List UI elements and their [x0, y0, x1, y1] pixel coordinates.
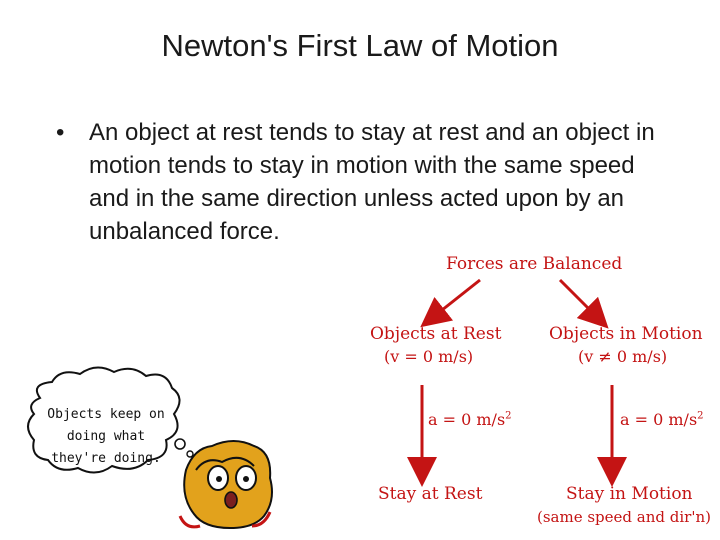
bubble-line-2: doing what: [66, 429, 146, 444]
left-result: Stay at Rest: [378, 484, 483, 504]
bullet-text: An object at rest tends to stay at rest and an object in motion tends to stay in motion with the same speed and in the same direction unless acted upon by an unbalanced force.: [89, 119, 655, 245]
left-title: Objects at Rest: [370, 324, 502, 344]
slide-title: Newton's First Law of Motion: [161, 28, 559, 63]
bullet-symbol: •: [56, 119, 65, 146]
bubble-text: [36, 404, 176, 470]
left-velocity: (v = 0 m/s): [384, 347, 474, 366]
diagram-top-label: Forces are Balanced: [446, 254, 623, 274]
confused-owl-icon: [180, 441, 272, 528]
right-velocity: (v ≠ 0 m/s): [578, 347, 668, 366]
bubble-line-1: Objects keep on: [47, 407, 165, 422]
right-accel-text: a = 0 m/s: [620, 410, 698, 429]
bubble-line-3: they're doing.: [51, 451, 161, 466]
right-result-sub: (same speed and dir'n): [537, 508, 711, 526]
right-title: Objects in Motion: [549, 324, 703, 344]
left-accel-text: a = 0 m/s: [428, 410, 506, 429]
left-accel-exponent: 2: [505, 410, 512, 422]
right-accel-exponent: 2: [697, 410, 704, 422]
right-result: Stay in Motion: [566, 484, 693, 504]
